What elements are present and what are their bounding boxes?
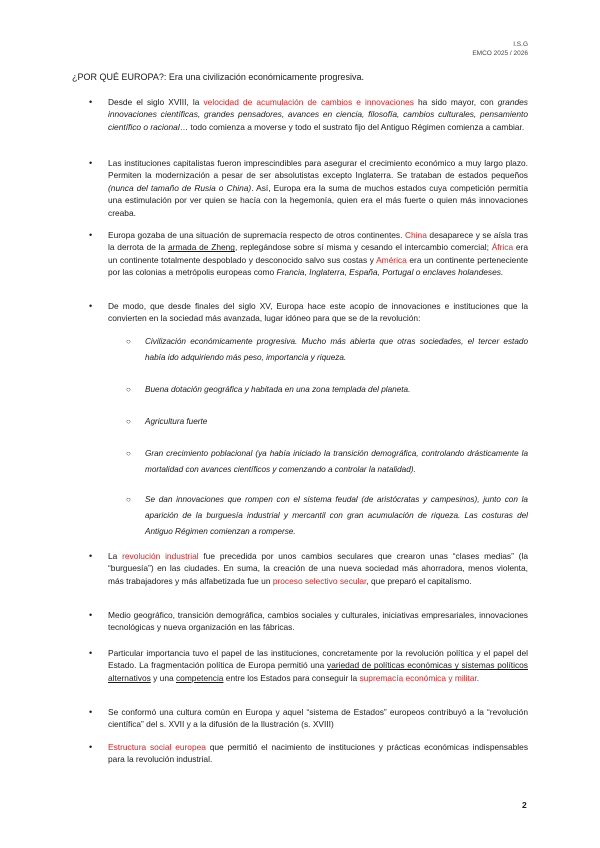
bullet-icon: • [89, 648, 93, 658]
subitem-3: Agricultura fuerte [145, 417, 208, 426]
bullet-icon: • [89, 742, 93, 752]
subitem-1: Civilización económicamente progresiva. Mucho más abierta que otras sociedades, el tercer estado había ido adquiriendo más peso, importancia y riqueza. [145, 337, 528, 362]
bullet-icon: • [89, 707, 93, 717]
subbullet-icon: ○ [126, 449, 131, 458]
paragraph-6: Medio geográfico, transición demográfica, cambios sociales y culturales, iniciativas empresariales, innovaciones tecnológicas y nueva organización en las fábricas. [108, 610, 528, 633]
bullet-icon: • [89, 158, 93, 168]
subbullet-icon: ○ [126, 385, 131, 394]
paragraph-8: Se conformó una cultura común en Europa y aquel “sistema de Estados” europeos contribuyó a la “revolución científica” del s. XVII y a la difusión de la Ilustración (s. XVIII) [108, 707, 528, 730]
paragraph-2: Las instituciones capitalistas fueron imprescindibles para asegurar el crecimiento económico a muy largo plazo. Permiten la modernización a pesar de ser absolutistas excepto Inglaterra. Se trataban de estados pequeños (nunca del tamaño de Rusia o China). Así, Europa era la suma de muchos estados cuya competición permitía una estimulación por ver quien se hacía con la hegemonía, quien era el más fuerte o quien más innovaciones creaba. [108, 158, 528, 218]
header-line-2: EMCO 2025 / 2026 [472, 50, 528, 57]
paragraph-3: Europa gozaba de una situación de supremacía respecto de otros continentes. China desaparece y se aísla tras la derrota de la armada de Zheng, replegándose sobre sí misma y cesando el intercambio comercial; África era un continente totalmente despoblado y desconocido salvo sus costas y América era un continente perteneciente por las colonias a metrópolis europeas como Francia, Inglaterra, España, Portugal o enclaves holandeses. [108, 230, 528, 278]
subbullet-icon: ○ [126, 337, 131, 346]
bullet-icon: • [89, 551, 93, 561]
paragraph-5: La revolución industrial fue precedida por unos cambios seculares que crearon unas “clases medias” (la “burguesía”) en las ciudades. En suma, la creación de una nueva sociedad más ahorradora, menos violenta, más trabajadores y más alfabetizada fue un proceso selectivo secular, que preparó el capitalismo. [108, 551, 528, 586]
subitem-4: Gran crecimiento poblacional (ya había iniciado la transición demográfica, controlando drásticamente la mortalidad con avances científicos y comenzando a controlar la natalidad). [145, 449, 528, 474]
bullet-icon: • [89, 301, 93, 311]
page-number: 2 [522, 800, 527, 810]
bullet-icon: • [89, 610, 93, 620]
paragraph-1: Desde el siglo XVIII, la velocidad de acumulación de cambios e innovaciones ha sido mayor, con grandes innovaciones científicas, grandes pensadores, avances en ciencia, filosofía, cambios culturales, pensamiento científico o racional… todo comienza a moverse y todo el sustrato fijo del Antiguo Régimen comienza a cambiar. [108, 97, 528, 132]
bullet-icon: • [89, 97, 93, 107]
bullet-icon: • [89, 230, 93, 240]
section-title: ¿POR QUÉ EUROPA?: Era una civilización económicamente progresiva. [72, 72, 364, 82]
paragraph-4: De modo, que desde finales del siglo XV, Europa hace este acopio de innovaciones e instituciones que la convierten en la sociedad más avanzada, lugar idóneo para que se de la revolución: [108, 301, 528, 324]
subbullet-icon: ○ [126, 495, 131, 504]
paragraph-7: Particular importancia tuvo el papel de las instituciones, concretamente por la revolución política y el papel del Estado. La fragmentación política de Europa permitió una variedad de políticas económicas y sistemas políticos alternativos y una competencia entre los Estados para conseguir la supremacía económica y militar. [108, 648, 528, 683]
paragraph-9: Estructura social europea que permitió el nacimiento de instituciones y prácticas económicas indispensables para la revolución industrial. [108, 742, 529, 765]
header-line-1: I.S.G [513, 41, 528, 48]
subitem-5: Se dan innovaciones que rompen con el sistema feudal (de aristócratas y campesinos), junto con la aparición de la burguesía industrial y mercantil con gran acumulación de riqueza. Las costuras del Antiguo Régimen comienzan a romperse. [145, 495, 528, 536]
subitem-2: Buena dotación geográfica y habitada en una zona templada del planeta. [145, 385, 411, 394]
page-header [472, 40, 528, 58]
subbullet-icon: ○ [126, 417, 131, 426]
